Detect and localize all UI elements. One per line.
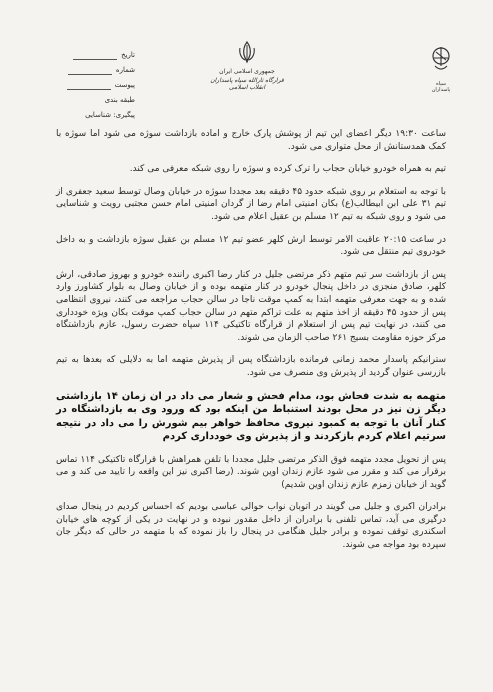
paragraph: تیم به همراه خودرو خیابان حجاب را ترک کرده و سوژه را روی شبکه معرفی می کند.	[129, 164, 446, 175]
meta-label-date: تاریخ	[121, 51, 135, 59]
iran-emblem	[205, 40, 289, 91]
meta-line	[68, 66, 112, 75]
report-body	[56, 128, 446, 562]
paragraph: سترانیکم پاسدار محمد زمانی فرمانده بازداشتگاه پس از پذیرش متهمه اما به دلایلی که بعدها به تیم بازرسی عنوان گردید از پذیرش وی منصرف می شود.	[56, 355, 446, 378]
meta-line	[73, 51, 117, 60]
irgc-emblem-icon	[428, 44, 454, 76]
meta-label-attachment: پیوست	[114, 81, 135, 89]
meta-row-attachment	[50, 78, 135, 93]
meta-row-date	[50, 48, 135, 63]
meta-label-classification: طبقه بندی	[104, 96, 135, 104]
letterhead	[0, 0, 493, 119]
meta-row-number	[50, 63, 135, 78]
irgc-emblem	[428, 44, 454, 93]
meta-row-followup	[50, 108, 135, 123]
emblem-label: جمهوری اسلامی ایران	[219, 68, 275, 75]
meta-row-classification	[50, 93, 135, 108]
letter-meta-block	[50, 48, 135, 123]
paragraph-bold-statement: متهمه به شدت فحاش بود، مدام فحش و شعار می داد در ان زمان ۱۴ بازداشتی دیگر زن نیز در محل بودند استنباط من اینکه بود که ورود وی به بازداشتگاه در کنار آنان با توجه به کمبود نیروی محافظ خواهر بیم شورش را می داد در نتیجه سرتیم اعلام کردم بازکردند و از پذیرش وی خودداری کردم	[56, 390, 446, 442]
paragraph: برادران اکبری و جلیل می گویند در اتوبان نواب حوالی عباسی بودیم که احساس کردیم در پنجال صدای درگیری می آید، تماس تلفنی با برادران از داخل مقدور نبوده و در نهایت در یکی از کوچه های خیابان اسکندری توقف نموده و برادر جلیل هنگامی در پنجال را باز نموده که با متهمه در حالی که دیگر جان سپرده بود مواجه می شوند.	[56, 502, 446, 551]
irgc-label: سپاه پاسداران	[431, 81, 451, 93]
paragraph: در ساعت ۲۰:۱۵ عاقبت الامر توسط ارش کلهر عضو تیم ۱۲ مسلم بن عقیل سوژه بازداشت و به داخل خودروی تیم منتقل می شود.	[56, 234, 447, 258]
iran-emblem-icon	[235, 40, 259, 64]
meta-label-number: شماره	[115, 66, 135, 74]
paragraph: ساعت ۱۹:۳۰ دیگر اعضای این تیم از پوشش پارک خارج و اماده بازداشت سوژه می شود اما سوژه با کمک همدستانش از محل متواری می شود.	[56, 129, 446, 152]
paragraph: پس از بازداشت سر تیم متهم ذکر مرتضی جلیل در کنار رضا اکبری راننده خودرو و بهروز صادقی، ارش کلهر، صادق منجزی در داخل پنجال خودرو در کنار متهمه بوده و از خیابان وصال به بلوار کشاورز وارد شده و به جهت معرفی متهمه ابتدا به کمپ موقت ناجا در سالن حجاب مراجعه می کنند، نیروی انتظامی پس از حدود ۴۵ دقیقه از اخذ متهم به علت تراکم متهم در سالن حجاب کمپ موقت بکان ویژه خودداری می کنند، در نهایت تیم پس از استعلام از قرارگاه تاکتیکی ۱۱۴ سپاه حضرت رسول، عازم بازداشتگاه مرکز حوزه مقاومت بسیج ۲۶۱ صاحب الزمان می شوند.	[56, 269, 446, 343]
meta-label-followup: پیگیری: شناسایی	[85, 111, 135, 119]
org-calligraphy: قرارگاه ثارالله سپاه پاسداران انقلاب اسلامی	[210, 77, 284, 91]
paragraph: پس از تحویل مجدد متهمه فوق الذکر مرتضی جلیل مجددا با تلفن همراهش با قرارگاه تاکتیکی ۱۱۴ تماس برقرار می کند و مقرر می شود عازم زندان اوین شوند. (رضا اکبری نیز این واقعه را تایید می کند و می گوید از خیابان زمزم عازم زندان اوین شدیم)	[56, 454, 446, 490]
paragraph: با توجه به استعلام بر روی شبکه حدود ۴۵ دقیقه بعد مجددا سوژه در خیابان وصال توسط سعید جعفری از تیم ۳۱ علی ابن ابیطالب(ع) بکان امنیتی امام رضا از گردان امنیتی امام حسن مجتبی رویت و شناسایی می شود و روی شبکه به تیم ۱۲ مسلم بن عقیل اعلام می شود.	[56, 186, 447, 222]
meta-line	[67, 81, 111, 90]
